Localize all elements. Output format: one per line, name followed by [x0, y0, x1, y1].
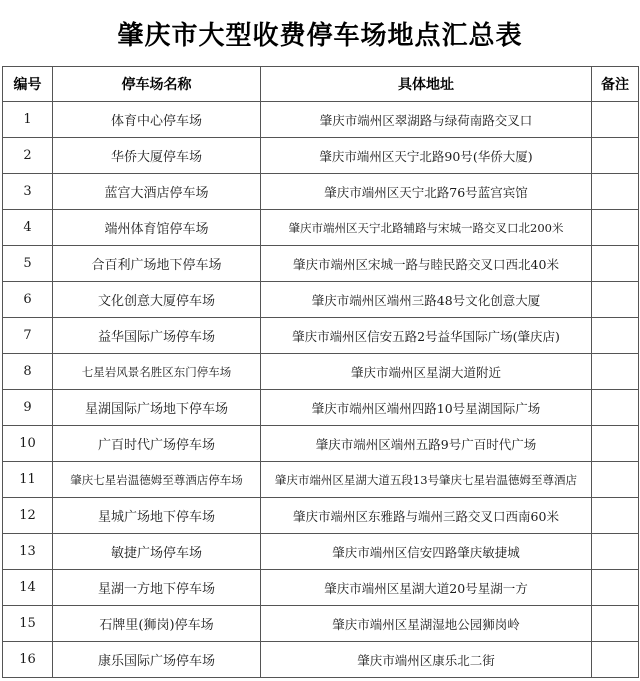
row-note — [592, 246, 639, 282]
header-address: 具体地址 — [261, 67, 592, 102]
table-row — [3, 570, 639, 606]
row-name: 星湖国际广场地下停车场 — [53, 390, 261, 426]
row-address: 肇庆市端州区康乐北二街 — [261, 642, 592, 678]
table-row — [3, 282, 639, 318]
row-address: 肇庆市端州区信安五路2号益华国际广场(肇庆店) — [261, 318, 592, 354]
row-name: 七星岩风景名胜区东门停车场 — [53, 354, 261, 390]
row-name: 体育中心停车场 — [53, 102, 261, 138]
table-row — [3, 138, 639, 174]
row-index: 14 — [3, 570, 53, 606]
row-index: 3 — [3, 174, 53, 210]
table-body — [3, 102, 639, 678]
row-note — [592, 102, 639, 138]
row-address: 肇庆市端州区端州五路9号广百时代广场 — [261, 426, 592, 462]
header-note: 备注 — [592, 67, 639, 102]
row-address: 肇庆市端州区翠湖路与绿荷南路交叉口 — [261, 102, 592, 138]
row-index: 13 — [3, 534, 53, 570]
row-note — [592, 354, 639, 390]
row-note — [592, 426, 639, 462]
table-row — [3, 390, 639, 426]
table-row — [3, 426, 639, 462]
row-note — [592, 570, 639, 606]
row-index: 1 — [3, 102, 53, 138]
table-row — [3, 318, 639, 354]
row-address: 肇庆市端州区星湖大道五段13号肇庆七星岩温德姆至尊酒店 — [261, 462, 592, 498]
row-address: 肇庆市端州区东雅路与端州三路交叉口西南60米 — [261, 498, 592, 534]
row-name: 敏捷广场停车场 — [53, 534, 261, 570]
row-note — [592, 174, 639, 210]
table-row — [3, 102, 639, 138]
row-name: 华侨大厦停车场 — [53, 138, 261, 174]
row-note — [592, 534, 639, 570]
row-name: 广百时代广场停车场 — [53, 426, 261, 462]
row-note — [592, 606, 639, 642]
row-name: 星城广场地下停车场 — [53, 498, 261, 534]
table-row — [3, 498, 639, 534]
row-index: 6 — [3, 282, 53, 318]
row-index: 5 — [3, 246, 53, 282]
page-title: 肇庆市大型收费停车场地点汇总表 — [117, 20, 523, 51]
table-row — [3, 642, 639, 678]
row-address: 肇庆市端州区天宁北路辅路与宋城一路交叉口北200米 — [261, 210, 592, 246]
row-address: 肇庆市端州区端州四路10号星湖国际广场 — [261, 390, 592, 426]
table-row — [3, 246, 639, 282]
parking-table — [2, 66, 639, 678]
row-index: 11 — [3, 462, 53, 498]
header-name: 停车场名称 — [53, 67, 261, 102]
row-note — [592, 318, 639, 354]
header-index: 编号 — [3, 67, 53, 102]
row-address: 肇庆市端州区宋城一路与睦民路交叉口西北40米 — [261, 246, 592, 282]
row-index: 2 — [3, 138, 53, 174]
table-row — [3, 354, 639, 390]
row-address: 肇庆市端州区星湖大道附近 — [261, 354, 592, 390]
row-address: 肇庆市端州区星湖湿地公园狮岗岭 — [261, 606, 592, 642]
row-name: 端州体育馆停车场 — [53, 210, 261, 246]
row-note — [592, 138, 639, 174]
table-row — [3, 462, 639, 498]
row-index: 15 — [3, 606, 53, 642]
row-address: 肇庆市端州区星湖大道20号星湖一方 — [261, 570, 592, 606]
row-name: 文化创意大厦停车场 — [53, 282, 261, 318]
row-note — [592, 462, 639, 498]
table-row — [3, 606, 639, 642]
row-index: 16 — [3, 642, 53, 678]
row-index: 12 — [3, 498, 53, 534]
row-name: 益华国际广场停车场 — [53, 318, 261, 354]
row-name: 蓝宫大酒店停车场 — [53, 174, 261, 210]
row-index: 7 — [3, 318, 53, 354]
row-index: 9 — [3, 390, 53, 426]
row-name: 星湖一方地下停车场 — [53, 570, 261, 606]
row-note — [592, 642, 639, 678]
row-index: 10 — [3, 426, 53, 462]
row-address: 肇庆市端州区信安四路肇庆敏捷城 — [261, 534, 592, 570]
table-row — [3, 534, 639, 570]
row-note — [592, 498, 639, 534]
row-note — [592, 282, 639, 318]
row-name: 肇庆七星岩温德姆至尊酒店停车场 — [53, 462, 261, 498]
row-note — [592, 210, 639, 246]
table-row — [3, 210, 639, 246]
row-name: 石牌里(狮岗)停车场 — [53, 606, 261, 642]
table-header-row — [3, 67, 639, 102]
row-index: 4 — [3, 210, 53, 246]
row-address: 肇庆市端州区天宁北路90号(华侨大厦) — [261, 138, 592, 174]
row-index: 8 — [3, 354, 53, 390]
row-address: 肇庆市端州区端州三路48号文化创意大厦 — [261, 282, 592, 318]
table-row — [3, 174, 639, 210]
row-name: 合百利广场地下停车场 — [53, 246, 261, 282]
row-address: 肇庆市端州区天宁北路76号蓝宫宾馆 — [261, 174, 592, 210]
row-note — [592, 390, 639, 426]
row-name: 康乐国际广场停车场 — [53, 642, 261, 678]
